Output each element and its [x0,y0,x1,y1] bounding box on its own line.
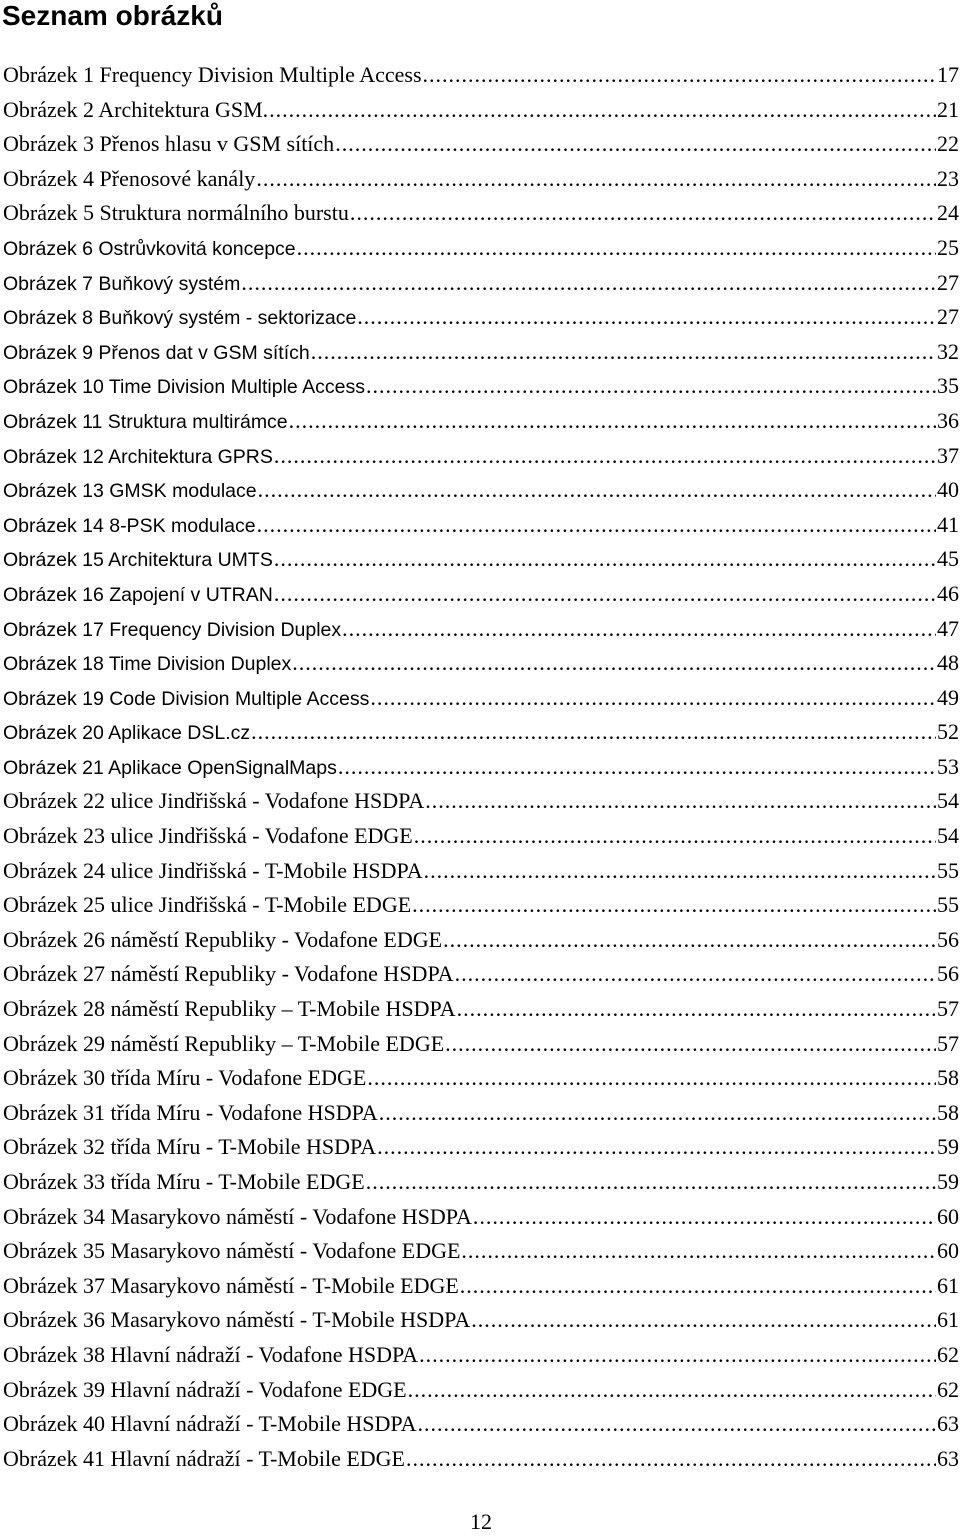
dot-leader [471,1303,936,1338]
dot-leader [257,508,936,543]
dot-leader [457,992,936,1027]
figure-entry-label: Obrázek 32 třída Míru - T-Mobile HSDPA [3,1134,377,1160]
dot-leader [274,439,936,474]
dot-leader [425,784,936,819]
dot-leader [423,58,936,93]
figure-entry-label: Obrázek 30 třída Míru - Vodafone EDGE [3,1065,367,1091]
dot-leader [274,542,936,577]
figure-list-entry[interactable] [3,1269,959,1304]
figure-list-entry[interactable] [3,1442,959,1477]
dot-leader [406,1442,936,1477]
dot-leader [445,1027,936,1062]
figure-list-entry[interactable] [3,93,959,128]
dot-leader [342,612,936,647]
figure-entry-page: 60 [937,1203,959,1229]
dot-leader [408,1373,936,1408]
figure-list-entry[interactable] [3,542,959,577]
dot-leader [414,819,936,854]
figure-entry-label: Obrázek 34 Masarykovo náměstí - Vodafone HSDPA [3,1203,472,1229]
dot-leader [370,681,936,716]
figure-list-entry[interactable] [3,231,959,266]
figure-entry-page: 55 [937,892,959,918]
figure-entry-page: 32 [937,338,959,364]
figure-entry-label: Obrázek 2 Architektura GSM. [3,96,269,122]
dot-leader [350,196,936,231]
figure-entry-page: 56 [937,961,959,987]
figure-entry-page: 48 [937,650,959,676]
figure-entry-page: 35 [937,373,959,399]
page-title: Seznam obrázků [2,0,223,31]
figure-entry-label: Obrázek 29 náměstí Republiky – T-Mobile EDGE [3,1030,445,1056]
figure-list-entry[interactable] [3,127,959,162]
figure-entry-label: Obrázek 23 ulice Jindřišská - Vodafone EDGE [3,823,413,849]
figure-list-entry[interactable] [3,1061,959,1096]
figure-list-entry[interactable] [3,854,959,889]
figure-list-entry[interactable] [3,1303,959,1338]
figure-list-entry[interactable] [3,335,959,370]
figure-list-entry[interactable] [3,1130,959,1165]
figure-list-entry[interactable] [3,715,959,750]
figure-entry-page: 25 [937,234,959,260]
figure-entry-page: 41 [937,511,959,537]
figure-entry-page: 46 [937,580,959,606]
figure-list-entry[interactable] [3,300,959,335]
figure-list-entry[interactable] [3,508,959,543]
figure-entry-label: Obrázek 36 Masarykovo náměstí - T-Mobile HSDPA [3,1307,471,1333]
figure-entry-page: 36 [937,407,959,433]
figure-entry-page: 54 [937,788,959,814]
figure-entry-label: Obrázek 9 Přenos dat v GSM sítích [3,341,310,364]
figure-entry-label: Obrázek 4 Přenosové kanály [3,165,256,191]
figure-entry-label: Obrázek 27 náměstí Republiky - Vodafone HSDPA [3,961,454,987]
figure-entry-label: Obrázek 15 Architektura UMTS [3,549,273,572]
figure-list-entry[interactable] [3,404,959,439]
figure-entry-label: Obrázek 37 Masarykovo náměstí - T-Mobile EDGE [3,1272,459,1298]
figure-entry-page: 58 [937,1099,959,1125]
figure-entry-page: 62 [937,1376,959,1402]
figure-entry-label: Obrázek 5 Struktura normálního burstu [3,200,349,226]
figure-list-entry[interactable] [3,162,959,197]
figure-list-entry[interactable] [3,1027,959,1062]
figure-list-entry[interactable] [3,819,959,854]
figure-entry-label: Obrázek 28 náměstí Republiky – T-Mobile HSDPA [3,996,456,1022]
figure-entry-page: 62 [937,1341,959,1367]
dot-leader [377,1130,936,1165]
figure-entry-label: Obrázek 38 Hlavní nádraží - Vodafone HSDPA [3,1341,419,1367]
figure-entry-label: Obrázek 16 Zapojení v UTRAN [3,583,273,606]
dot-leader [311,335,936,370]
figure-list-entry[interactable] [3,957,959,992]
figure-entry-page: 27 [937,304,959,330]
figure-list-entry[interactable] [3,1200,959,1235]
figure-entry-label: Obrázek 24 ulice Jindřišská - T-Mobile HSDPA [3,857,423,883]
figure-list-entry[interactable] [3,1096,959,1131]
figure-entry-label: Obrázek 40 Hlavní nádraží - T-Mobile HSDPA [3,1411,417,1437]
figure-entry-label: Obrázek 11 Struktura multirámce [3,410,288,433]
figure-entry-label: Obrázek 35 Masarykovo náměstí - Vodafone EDGE [3,1238,461,1264]
figure-entry-page: 47 [937,615,959,641]
figure-list-entry[interactable] [3,888,959,923]
figure-entry-page: 40 [937,477,959,503]
figure-entry-label: Obrázek 12 Architektura GPRS [3,445,273,468]
figure-entry-label: Obrázek 22 ulice Jindřišská - Vodafone HSDPA [3,788,425,814]
figure-entry-label: Obrázek 7 Buňkový systém [3,272,241,295]
figure-entry-page: 17 [937,62,959,87]
dot-leader [297,231,936,266]
dot-leader [338,750,936,785]
dot-leader [258,473,936,508]
dot-leader [379,1096,936,1131]
figure-entry-label: Obrázek 13 GMSK modulace [3,480,257,503]
figure-list-entry[interactable] [3,1373,959,1408]
figure-entry-page: 61 [937,1272,959,1298]
figure-list-entry[interactable] [3,1407,959,1442]
figure-entry-page: 21 [937,96,959,122]
figure-list-entry[interactable] [3,58,959,93]
figure-entry-label: Obrázek 18 Time Division Duplex [3,653,292,676]
figure-list-entry[interactable] [3,266,959,301]
figure-list-entry[interactable] [3,750,959,785]
dot-leader [473,1200,936,1235]
figure-entry-page: 57 [937,996,959,1022]
figure-entry-page: 22 [937,131,959,157]
dot-leader [269,93,936,128]
figure-entry-page: 63 [937,1445,959,1471]
figure-entry-page: 49 [937,684,959,710]
dot-leader [366,1165,936,1200]
figure-entry-label: Obrázek 33 třída Míru - T-Mobile EDGE [3,1169,365,1194]
figure-entry-label: Obrázek 1 Frequency Division Multiple Access [3,62,422,87]
page-number: 12 [470,1509,492,1534]
figure-list-entry[interactable] [3,1234,959,1269]
dot-leader [367,1061,936,1096]
figure-entry-page: 59 [937,1169,959,1194]
figure-entry-page: 58 [937,1065,959,1091]
figure-entry-page: 27 [937,269,959,295]
figure-list-entry[interactable] [3,1338,959,1373]
dot-leader [412,888,936,923]
figure-entry-page: 63 [937,1411,959,1437]
figure-list-entry[interactable] [3,473,959,508]
dot-leader [419,1338,936,1373]
figure-entry-label: Obrázek 20 Aplikace DSL.cz [3,722,251,745]
figure-entry-label: Obrázek 39 Hlavní nádraží - Vodafone EDGE [3,1376,407,1402]
figure-entry-page: 23 [937,165,959,191]
figure-entry-page: 59 [937,1134,959,1160]
figure-list-entry[interactable] [3,612,959,647]
figure-list-entry[interactable] [3,439,959,474]
dot-leader [443,923,936,958]
figure-list-entry[interactable] [3,577,959,612]
dot-leader [417,1407,936,1442]
dot-leader [424,854,936,889]
figure-entry-label: Obrázek 10 Time Division Multiple Access [3,376,365,399]
figure-entry-page: 56 [937,926,959,952]
dot-leader [357,300,936,335]
dot-leader [455,957,936,992]
figure-entry-label: Obrázek 26 náměstí Republiky - Vodafone EDGE [3,926,443,952]
dot-leader [241,266,936,301]
dot-leader [335,127,936,162]
figure-entry-label: Obrázek 21 Aplikace OpenSignalMaps [3,756,337,779]
figure-entry-label: Obrázek 6 Ostrůvkovitá koncepce [3,237,296,260]
figure-entry-page: 24 [937,200,959,226]
figure-entry-label: Obrázek 41 Hlavní nádraží - T-Mobile EDGE [3,1445,405,1471]
figure-list-entry[interactable] [3,369,959,404]
figure-entry-label: Obrázek 25 ulice Jindřišská - T-Mobile EDGE [3,892,412,918]
dot-leader [289,404,936,439]
figure-entry-label: Obrázek 14 8-PSK modulace [3,514,256,537]
figure-entry-label: Obrázek 19 Code Division Multiple Access [3,687,370,710]
figure-entry-page: 55 [937,857,959,883]
dot-leader [461,1234,936,1269]
figure-entry-page: 61 [937,1307,959,1333]
figure-entry-page: 54 [937,823,959,849]
dot-leader [251,715,936,750]
figure-list-entry[interactable] [3,784,959,819]
figure-entry-page: 57 [937,1030,959,1056]
dot-leader [292,646,936,681]
figure-entry-page: 53 [937,753,959,779]
dot-leader [366,369,936,404]
figure-list-entry[interactable] [3,681,959,716]
figure-entry-label: Obrázek 8 Buňkový systém - sektorizace [3,307,357,330]
figure-entry-label: Obrázek 31 třída Míru - Vodafone HSDPA [3,1099,378,1125]
dot-leader [256,162,936,197]
figure-list-entry[interactable] [3,1165,959,1200]
figure-entry-page: 37 [937,442,959,468]
figure-entry-label: Obrázek 17 Frequency Division Duplex [3,618,342,641]
figure-entry-label: Obrázek 3 Přenos hlasu v GSM sítích [3,131,335,157]
dot-leader [274,577,936,612]
figure-entry-page: 52 [937,719,959,745]
figure-list [3,58,959,1476]
figure-list-entry[interactable] [3,196,959,231]
dot-leader [460,1269,936,1304]
figure-list-entry[interactable] [3,646,959,681]
figure-list-entry[interactable] [3,992,959,1027]
figure-entry-page: 45 [937,546,959,572]
figure-list-entry[interactable] [3,923,959,958]
figure-entry-page: 60 [937,1238,959,1264]
